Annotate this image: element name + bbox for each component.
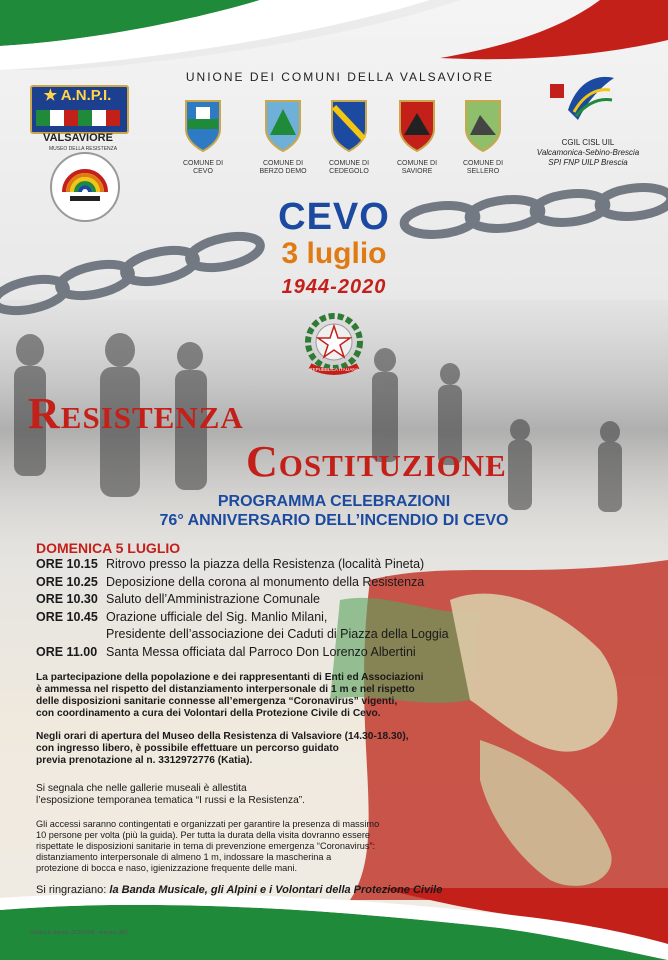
title-costituzione: Costituzione	[246, 437, 507, 486]
museo-label: MUSEO DELLA RESISTENZA	[48, 146, 118, 152]
event-date: 3 luglio	[281, 237, 387, 270]
comune-label-sellero: COMUNE DI SELLERO	[462, 160, 504, 175]
comune-label-berzo-demo: COMUNE DI BERZO DEMO	[259, 160, 307, 175]
union-title: UNIONE DEI COMUNI DELLA VALSAVIORE	[185, 70, 495, 84]
title-resistenza: Resistenza	[28, 389, 244, 438]
comune-label-cedegolo: COMUNE DI CEDEGOLO	[328, 160, 370, 175]
flag-wave-top	[0, 0, 668, 70]
access-rules-note: Gli accessi saranno contingentati e organizzati per garantire la presenza di massimo 10 persone per volta (più la guida). Per tutta la durata della visita dovranno essere rispettate le disposizioni sanitarie in tema di prevenzione emergenza “Coronavirus”: distanziamento interpersonale di almeno 1 m, indossare la mascherina a protezione di bocca e naso, igienizzazione frequente delle mani.	[36, 819, 380, 873]
anpi-subtitle: VALSAVIORE	[43, 132, 113, 144]
comune-label-saviore: COMUNE DI SAVIORE	[396, 160, 438, 175]
schedule-row: Presidente dell’associazione dei Caduti di Piazza della Loggia	[106, 627, 449, 641]
schedule-row: ORE 10.15 Ritrovo presso la piazza della Resistenza (località Pineta)	[36, 557, 425, 571]
museum-note: Negli orari di apertura del Museo della Resistenza di Valsaviore (14.30-18.30), con ingresso libero, è possibile effettuare un percorso guidato previa prenotazione al n. 3312972776 (Katia).	[36, 731, 409, 766]
participation-note: La partecipazione della popolazione e dei rappresentanti di Enti ed Associazioni è ammessa nel rispetto del distanziamento interpersonale di 1 m e nel rispetto delle disposizioni sanitarie connesse all’emergenza “Coronavirus” vigenti, con coordinamento a cura dei Volontari della Protezione Civile di Cevo.	[36, 672, 424, 719]
cevo-coat-of-arms-icon	[178, 95, 228, 155]
italian-republic-emblem	[298, 308, 370, 380]
schedule-row: ORE 10.30 Saluto dell’Amministrazione Comunale	[36, 592, 320, 606]
schedule-row: ORE 10.45 Orazione ufficiale del Sig. Manlio Milani,	[36, 609, 328, 624]
cedegolo-coat-of-arms-icon	[324, 95, 374, 155]
printer-credit: Grafica & stampa: OCINQUE - Artogne (BS)	[30, 930, 128, 936]
schedule-day: DOMENICA 5 LUGLIO	[36, 540, 181, 556]
anpi-flag-bars	[36, 110, 120, 126]
schedule-row: ORE 10.25 Deposizione della corona al monumento della Resistenza	[36, 574, 425, 589]
emblem-text: REPUBBLICA ITALIANA	[309, 367, 359, 372]
sellero-coat-of-arms-icon	[458, 95, 508, 155]
event-years: 1944-2020	[281, 276, 387, 298]
unions-logo	[548, 70, 618, 130]
flag-wave-bottom	[0, 888, 668, 960]
anpi-logo-text: ★ A.N.P.I.	[43, 87, 112, 104]
saviore-coat-of-arms-icon	[392, 95, 442, 155]
exhibition-note: Si segnala che nelle gallerie museali è allestita l’esposizione temporanea tematica “I russi e la Resistenza”.	[36, 783, 305, 806]
event-place: CEVO	[278, 196, 390, 238]
unions-text: CGIL CISL UIL Valcamonica-Sebino-Brescia SPI FNP UILP Brescia	[536, 138, 640, 167]
schedule-row: ORE 11.00 Santa Messa officiata dal Parroco Don Lorenzo Albertini	[36, 644, 416, 659]
comune-label-cevo: COMUNE DI CEVO	[182, 160, 224, 175]
program-title: PROGRAMMA CELEBRAZIONI	[217, 493, 451, 510]
schedule-list	[36, 556, 636, 661]
berzo-demo-coat-of-arms-icon	[258, 95, 308, 155]
thanks-line: Si ringraziano: la Banda Musicale, gli Alpini e i Volontari della Protezione Civile	[36, 884, 443, 896]
anniversary-title: 76° ANNIVERSARIO DELL’INCENDIO DI CEVO	[159, 512, 509, 529]
